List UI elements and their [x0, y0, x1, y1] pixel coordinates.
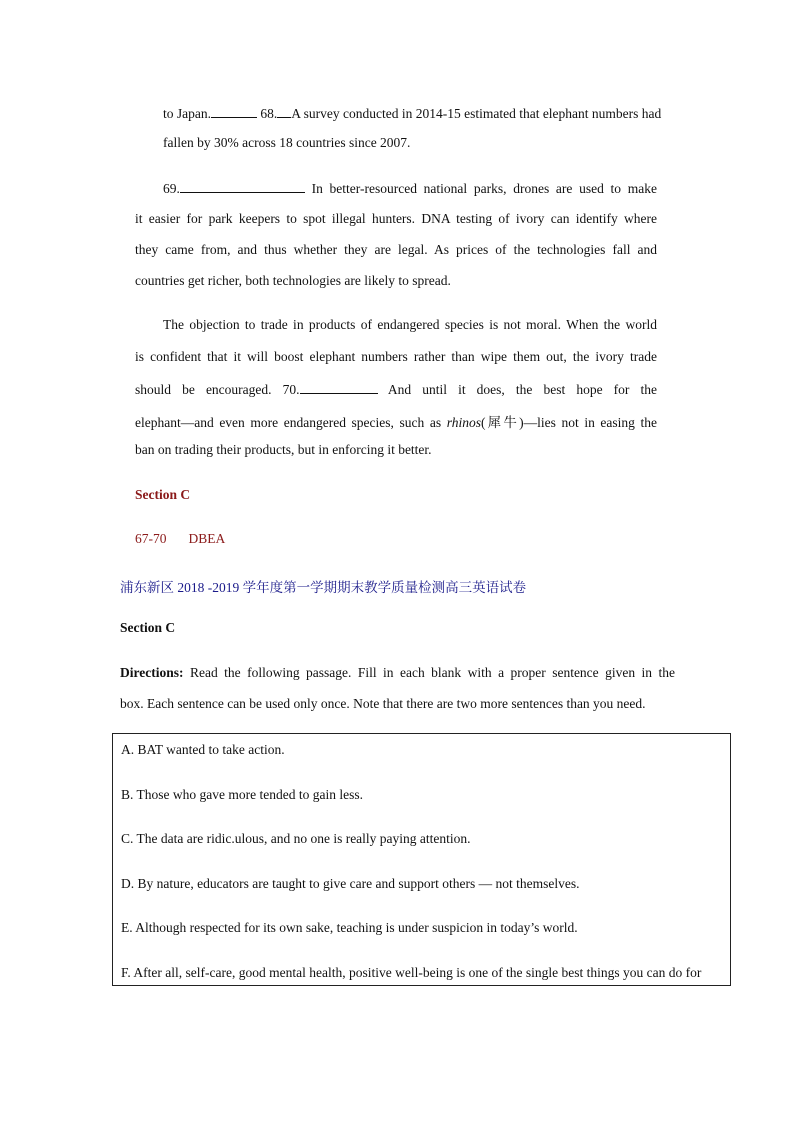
passage-line: [163, 104, 661, 122]
passage-line: [135, 411, 657, 431]
question-number: 68.: [260, 106, 278, 121]
option-a: A. BAT wanted to take action.: [121, 742, 285, 757]
passage-line: countries get richer, both technologies are likely to spread.: [135, 273, 451, 288]
passage-line: The objection to trade in products of endangered species is not moral. When the world: [163, 317, 657, 332]
option-d: D. By nature, educators are taught to give care and support others — not themselves.: [121, 876, 580, 891]
answer-blank-68-tail[interactable]: [277, 104, 291, 118]
passage-line: it easier for park keepers to spot illegal hunters. DNA testing of ivory can identify where: [135, 211, 657, 226]
line-text: should be encouraged. 70.: [135, 382, 300, 397]
answer-range: 67-70: [135, 531, 167, 546]
passage-line: they came from, and thus whether they are legal. As prices of the technologies fall and: [135, 242, 657, 257]
italic-term: rhinos: [446, 415, 481, 430]
answer-blank-68[interactable]: [211, 104, 257, 118]
answer-key: [135, 531, 225, 547]
line-text: —lies not in easing the: [523, 415, 657, 430]
question-number: 69.: [163, 181, 180, 196]
passage-line: fallen by 30% across 18 countries since 2007.: [163, 135, 411, 150]
answer-section-heading: Section C: [135, 487, 191, 502]
directions-line: box. Each sentence can be used only once. Note that there are two more sentences than you need.: [120, 696, 646, 711]
answer-blank-70[interactable]: [300, 380, 378, 394]
passage-line: ban on trading their products, but in enforcing it better.: [135, 442, 432, 457]
line-text: A survey conducted in 2014-15 estimated that elephant numbers had: [291, 106, 662, 121]
option-f: F. After all, self-care, good mental health, positive well-being is one of the single best things you can do for: [121, 965, 702, 980]
line-text: to Japan.: [163, 106, 211, 121]
exam-title: 浦东新区 2018 -2019 学年度第一学期期末教学质量检测高三英语试卷: [120, 580, 527, 595]
directions-label: Directions:: [120, 665, 184, 680]
passage-line: [163, 179, 657, 197]
options-box: [112, 733, 731, 986]
section-heading: Section C: [120, 620, 176, 635]
option-b: B. Those who gave more tended to gain less.: [121, 787, 363, 802]
directions-line: [120, 665, 675, 681]
passage-line: is confident that it will boost elephant numbers rather than wipe them out, the ivory trade: [135, 349, 657, 364]
line-text: elephant—and even more endangered species, such as: [135, 415, 447, 430]
line-text: And until it does, the best hope for the: [387, 382, 657, 397]
line-text: Read the following passage. Fill in each blank with a proper sentence given in the: [189, 665, 676, 680]
answer-letters: DBEA: [188, 531, 226, 546]
option-e: E. Although respected for its own sake, teaching is under suspicion in today’s world.: [121, 920, 578, 935]
passage-line: [135, 380, 657, 398]
option-c: C. The data are ridic.ulous, and no one is really paying attention.: [121, 831, 471, 846]
gloss: (犀牛): [480, 415, 524, 430]
line-text: In better-resourced national parks, drones are used to make: [311, 181, 658, 196]
answer-blank-69[interactable]: [180, 179, 305, 193]
